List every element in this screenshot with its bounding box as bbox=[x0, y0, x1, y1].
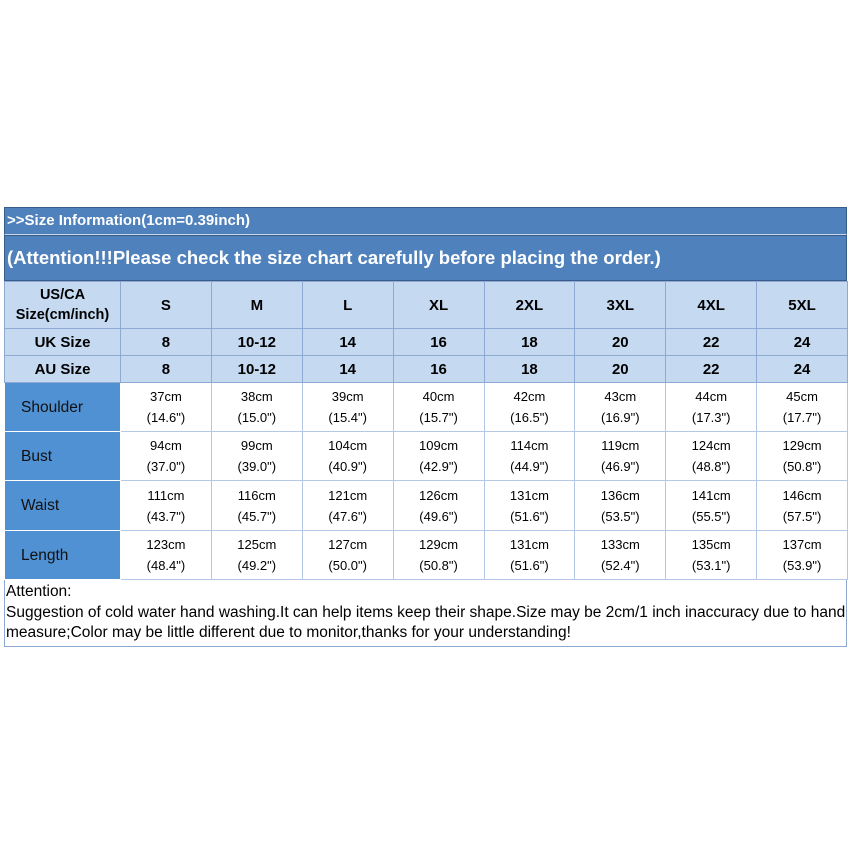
au-size-cell: 10-12 bbox=[211, 356, 302, 383]
measurement-cell bbox=[211, 432, 302, 481]
inch-value: (43.7") bbox=[146, 508, 186, 524]
size-cell: S bbox=[121, 282, 212, 329]
measurement-cell bbox=[302, 481, 393, 531]
uk-size-label: UK Size bbox=[5, 329, 121, 356]
size-chart bbox=[4, 207, 847, 647]
inch-value: (52.4") bbox=[601, 558, 640, 573]
cm-value: 99cm bbox=[240, 438, 273, 453]
inch-value: (51.6") bbox=[510, 558, 549, 573]
measurement-cell bbox=[393, 481, 484, 531]
inch-value: (17.7") bbox=[782, 410, 822, 425]
measurement-label: Length bbox=[5, 531, 121, 580]
measurement-rows bbox=[5, 383, 848, 580]
cm-value: 133cm bbox=[600, 537, 640, 552]
cm-value: 37cm bbox=[150, 389, 182, 404]
uk-size-cell: 20 bbox=[575, 329, 666, 356]
measurement-cell bbox=[121, 383, 212, 432]
inch-value: (14.6") bbox=[146, 410, 186, 425]
inch-value: (53.5") bbox=[601, 508, 640, 524]
measurement-cell bbox=[211, 481, 302, 531]
cm-value: 129cm bbox=[419, 537, 459, 552]
inch-value: (16.5") bbox=[510, 410, 549, 425]
attention-note bbox=[4, 580, 847, 647]
au-size-label: AU Size bbox=[5, 356, 121, 383]
attention-note-body: Suggestion of cold water hand washing.It can help items keep their shape.Size may be 2cm/1 inch inaccuracy due to hand measure;Color may be little different due to monitor,thanks for your understanding! bbox=[6, 603, 846, 641]
measurement-cell bbox=[484, 481, 575, 531]
inch-value: (44.9") bbox=[510, 459, 549, 474]
measurement-label: Waist bbox=[5, 481, 121, 531]
inch-value: (51.6") bbox=[510, 508, 549, 524]
measurement-cell bbox=[575, 383, 666, 432]
measurement-cell bbox=[575, 531, 666, 580]
measurement-label: Shoulder bbox=[5, 383, 121, 432]
inch-value: (37.0") bbox=[146, 459, 186, 474]
cm-value: 104cm bbox=[328, 438, 368, 453]
cm-value: 39cm bbox=[331, 389, 364, 404]
measurement-cell bbox=[302, 531, 393, 580]
cm-value: 124cm bbox=[691, 438, 731, 453]
uk-size-cell: 8 bbox=[121, 329, 212, 356]
size-cell: 3XL bbox=[575, 282, 666, 329]
measurement-cell bbox=[666, 531, 757, 580]
inch-value: (15.0") bbox=[237, 410, 277, 425]
uk-size-cell: 16 bbox=[393, 329, 484, 356]
inch-value: (49.2") bbox=[237, 558, 277, 573]
inch-value: (50.8") bbox=[419, 558, 458, 573]
measurement-cell bbox=[121, 531, 212, 580]
size-cell: 2XL bbox=[484, 282, 575, 329]
au-size-cell: 20 bbox=[575, 356, 666, 383]
cm-value: 119cm bbox=[601, 438, 640, 453]
measurement-cell bbox=[302, 383, 393, 432]
attention-note-title: Attention: bbox=[6, 583, 72, 600]
cm-value: 45cm bbox=[786, 389, 818, 404]
cm-value: 116cm bbox=[237, 487, 276, 503]
measurement-cell bbox=[575, 481, 666, 531]
au-size-cell: 22 bbox=[666, 356, 757, 383]
cm-value: 42cm bbox=[513, 389, 546, 404]
attention-banner: (Attention!!!Please check the size chart carefully before placing the order.) bbox=[4, 235, 847, 281]
measurement-cell bbox=[575, 432, 666, 481]
cm-value: 131cm bbox=[509, 487, 549, 503]
size-cell: M bbox=[211, 282, 302, 329]
cm-value: 38cm bbox=[240, 389, 273, 404]
measurement-cell bbox=[484, 432, 575, 481]
size-cell: XL bbox=[393, 282, 484, 329]
measurement-cell bbox=[666, 383, 757, 432]
cm-value: 129cm bbox=[782, 438, 822, 453]
uk-size-cell: 18 bbox=[484, 329, 575, 356]
uk-size-cell: 10-12 bbox=[211, 329, 302, 356]
measurement-cell bbox=[393, 531, 484, 580]
measurement-cell bbox=[121, 432, 212, 481]
au-size-row bbox=[5, 356, 848, 383]
au-size-cell: 14 bbox=[302, 356, 393, 383]
uk-size-row bbox=[5, 329, 848, 356]
inch-value: (48.4") bbox=[146, 558, 186, 573]
cm-value: 136cm bbox=[600, 487, 640, 503]
cm-value: 131cm bbox=[509, 537, 549, 552]
cm-value: 126cm bbox=[419, 487, 459, 503]
measurement-cell bbox=[757, 531, 848, 580]
measurement-cell bbox=[484, 383, 575, 432]
inch-value: (48.8") bbox=[691, 459, 731, 474]
measurement-row-shoulder bbox=[5, 383, 848, 432]
size-cell: 4XL bbox=[666, 282, 757, 329]
inch-value: (16.9") bbox=[601, 410, 640, 425]
measurement-cell bbox=[757, 383, 848, 432]
measurement-cell bbox=[121, 481, 212, 531]
cm-value: 135cm bbox=[691, 537, 731, 552]
inch-value: (57.5") bbox=[782, 508, 822, 524]
inch-value: (46.9") bbox=[601, 459, 640, 474]
inch-value: (17.3") bbox=[691, 410, 731, 425]
size-cell: L bbox=[302, 282, 393, 329]
inch-value: (53.9") bbox=[782, 558, 822, 573]
au-size-cell: 18 bbox=[484, 356, 575, 383]
inch-value: (15.7") bbox=[419, 410, 458, 425]
measurement-row-length bbox=[5, 531, 848, 580]
measurement-cell bbox=[484, 531, 575, 580]
uk-size-cell: 14 bbox=[302, 329, 393, 356]
cm-value: 146cm bbox=[782, 487, 822, 503]
measurement-cell bbox=[211, 383, 302, 432]
measurement-cell bbox=[393, 383, 484, 432]
uk-size-cell: 24 bbox=[757, 329, 848, 356]
size-cell: 5XL bbox=[757, 282, 848, 329]
inch-value: (47.6") bbox=[328, 508, 367, 524]
inch-value: (39.0") bbox=[237, 459, 277, 474]
us-size-row bbox=[5, 282, 848, 329]
inch-value: (40.9") bbox=[328, 459, 367, 474]
measurement-cell bbox=[393, 432, 484, 481]
cm-value: 137cm bbox=[782, 537, 822, 552]
measurement-label: Bust bbox=[5, 432, 121, 481]
cm-value: 125cm bbox=[237, 537, 277, 552]
uk-size-cell: 22 bbox=[666, 329, 757, 356]
inch-value: (49.6") bbox=[419, 508, 458, 524]
cm-value: 109cm bbox=[419, 438, 459, 453]
cm-value: 111cm bbox=[147, 487, 185, 503]
cm-value: 127cm bbox=[328, 537, 368, 552]
size-info-banner: >>Size Information(1cm=0.39inch) bbox=[4, 207, 847, 235]
cm-value: 43cm bbox=[604, 389, 637, 404]
cm-value: 94cm bbox=[150, 438, 182, 453]
measurement-cell bbox=[302, 432, 393, 481]
us-size-label: US/CA Size(cm/inch) bbox=[5, 282, 121, 329]
measurement-row-bust bbox=[5, 432, 848, 481]
cm-value: 114cm bbox=[510, 438, 549, 453]
inch-value: (45.7") bbox=[237, 508, 277, 524]
cm-value: 40cm bbox=[422, 389, 455, 404]
cm-value: 123cm bbox=[146, 537, 186, 552]
measurement-row-waist bbox=[5, 481, 848, 531]
inch-value: (53.1") bbox=[691, 558, 731, 573]
measurement-cell bbox=[211, 531, 302, 580]
inch-value: (15.4") bbox=[328, 410, 367, 425]
au-size-cell: 24 bbox=[757, 356, 848, 383]
inch-value: (42.9") bbox=[419, 459, 458, 474]
measurement-cell bbox=[666, 432, 757, 481]
measurement-cell bbox=[757, 432, 848, 481]
au-size-cell: 8 bbox=[121, 356, 212, 383]
inch-value: (55.5") bbox=[691, 508, 731, 524]
cm-value: 121cm bbox=[328, 487, 368, 503]
size-table bbox=[4, 281, 848, 580]
inch-value: (50.0") bbox=[328, 558, 367, 573]
cm-value: 141cm bbox=[691, 487, 731, 503]
measurement-cell bbox=[757, 481, 848, 531]
measurement-cell bbox=[666, 481, 757, 531]
inch-value: (50.8") bbox=[782, 459, 822, 474]
au-size-cell: 16 bbox=[393, 356, 484, 383]
cm-value: 44cm bbox=[695, 389, 728, 404]
